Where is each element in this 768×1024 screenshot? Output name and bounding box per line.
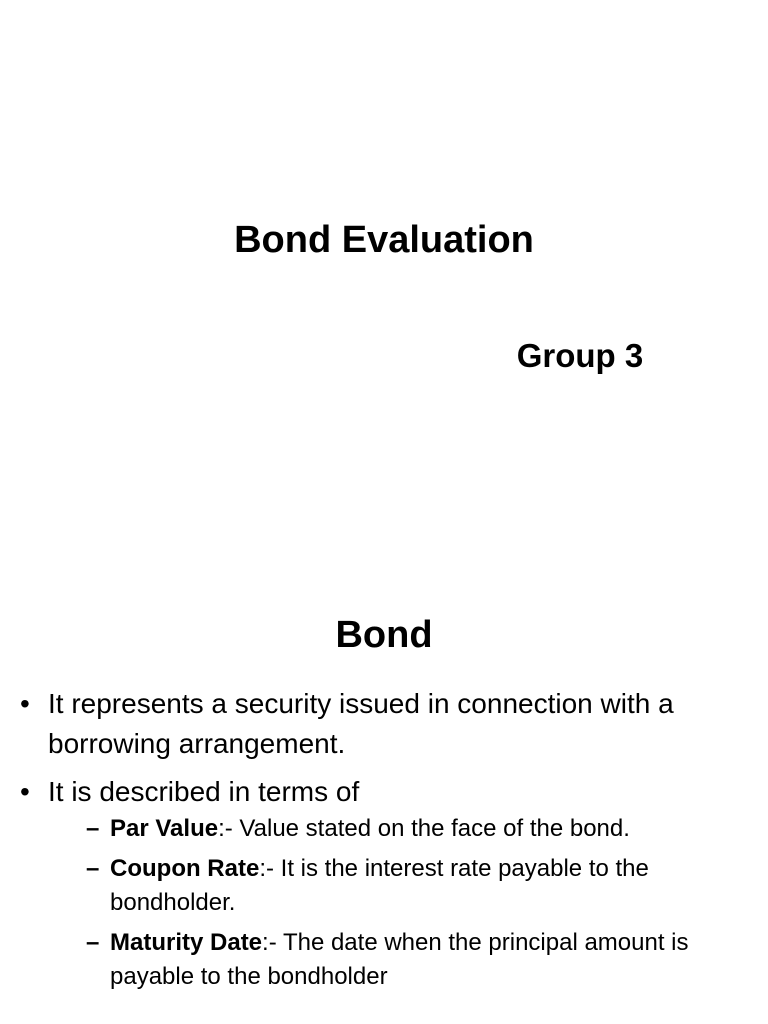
sub-item-par-value xyxy=(78,812,750,846)
bullet-text: It is described in terms of xyxy=(48,776,360,807)
sub-item-coupon-rate xyxy=(78,852,750,920)
term-description: Value stated on the face of the bond. xyxy=(239,815,630,842)
bullet-list xyxy=(20,684,750,1002)
term-separator: :- xyxy=(218,815,240,842)
term-description: It is the interest rate payable to the bondholder. xyxy=(110,855,649,916)
bullet-item xyxy=(20,772,750,994)
term-separator: :- xyxy=(262,929,283,956)
term-label: Coupon Rate xyxy=(110,855,260,882)
term-description: The date when the principal amount is payable to the bondholder xyxy=(110,929,689,990)
dash-icon: – xyxy=(86,855,100,882)
dash-icon: – xyxy=(86,815,100,842)
bullet-text: It represents a security issued in connection with a borrowing arrangement. xyxy=(48,688,674,759)
slide-title-bond-evaluation: Bond Evaluation xyxy=(234,219,534,261)
bullet-item xyxy=(20,684,750,764)
slide-title-bond: Bond xyxy=(335,614,433,656)
term-label: Maturity Date xyxy=(110,929,263,956)
bullet-icon: • xyxy=(20,688,30,719)
term-label: Par Value xyxy=(110,815,219,842)
bullet-icon: • xyxy=(20,776,30,807)
slide-subtitle-group: Group 3 xyxy=(516,337,644,374)
dash-icon: – xyxy=(86,929,100,956)
sub-item-maturity-date xyxy=(78,926,750,994)
sub-list xyxy=(78,812,750,994)
term-separator: :- xyxy=(259,855,281,882)
